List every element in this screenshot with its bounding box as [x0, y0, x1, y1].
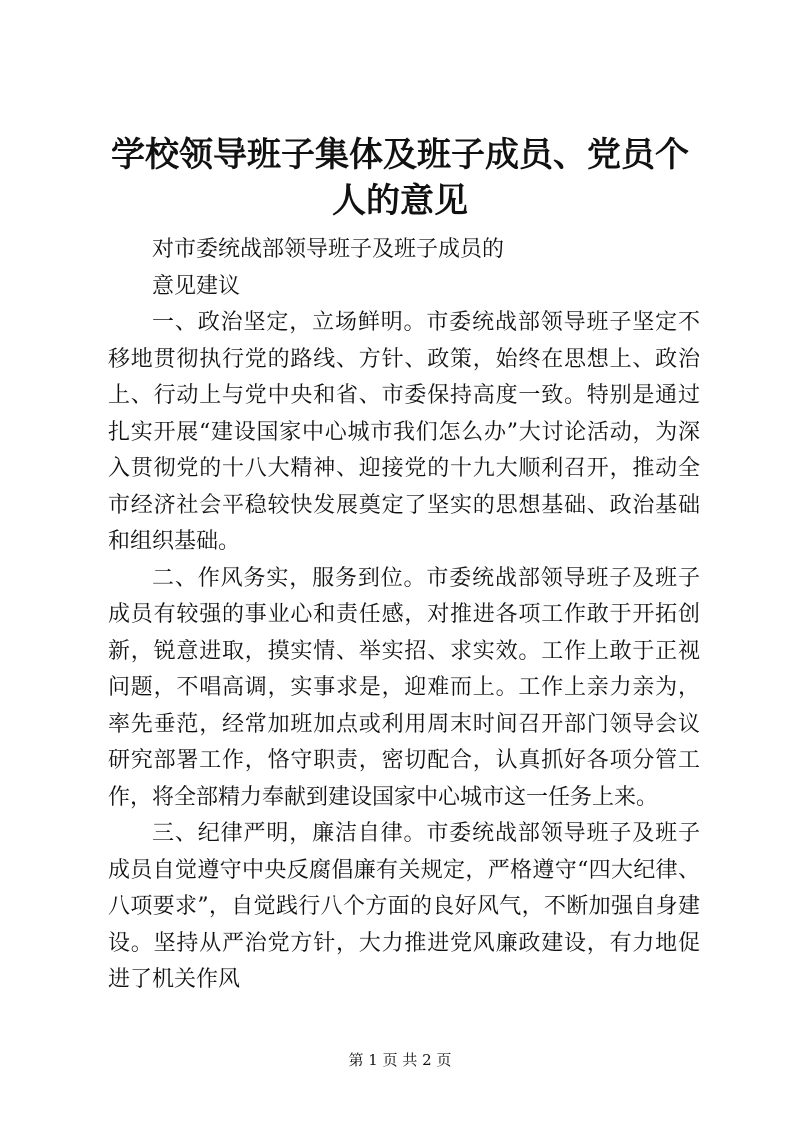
paragraph-heading-line-1: 对市委统战部领导班子及班子成员的: [152, 237, 505, 262]
paragraph-work-style: 二、作风务实，服务到位。市委统战部领导班子及班子成员有较强的事业心和责任感，对推进各项工作敢于开拓创新，锐意进取，摸实情、举实招、求实效。工作上敢于正视问题，不唱高调，实事求是，迎难而上。工作上亲力亲为，率先垂范，经常加班加点或利用周末时间召开部门领导会议研究部署工作，恪守职责，密切配合，认真抓好各项分管工作，将全部精力奉献到建设国家中心城市这一任务上来。: [108, 565, 700, 810]
page-footer: 第 1 页 共 2 页: [348, 1051, 452, 1069]
document-title: 学校领导班子集体及班子成员、党员个人的意见: [111, 135, 689, 221]
document-body: [108, 232, 700, 999]
paragraph-discipline: 三、纪律严明，廉洁自律。市委统战部领导班子及班子成员自觉遵守中央反腐倡廉有关规定，严格遵守“四大纪律、八项要求”，自觉践行八个方面的良好风气，不断加强自身建设。坚持从严治党方针，大力推进党风廉政建设，有力地促进了机关作风: [108, 821, 700, 992]
paragraph-heading-line-2: 意见建议: [152, 273, 241, 299]
paragraph-political: 一、政治坚定，立场鲜明。市委统战部领导班子坚定不移地贯彻执行党的路线、方针、政策，始终在思想上、政治上、行动上与党中央和省、市委保持高度一致。特别是通过扎实开展“建设国家中心城市我们怎么办”大讨论活动，为深入贯彻党的十八大精神、迎接党的十九大顺利召开，推动全市经济社会平稳较快发展奠定了坚实的思想基础、政治基础和组织基础。: [108, 310, 700, 554]
